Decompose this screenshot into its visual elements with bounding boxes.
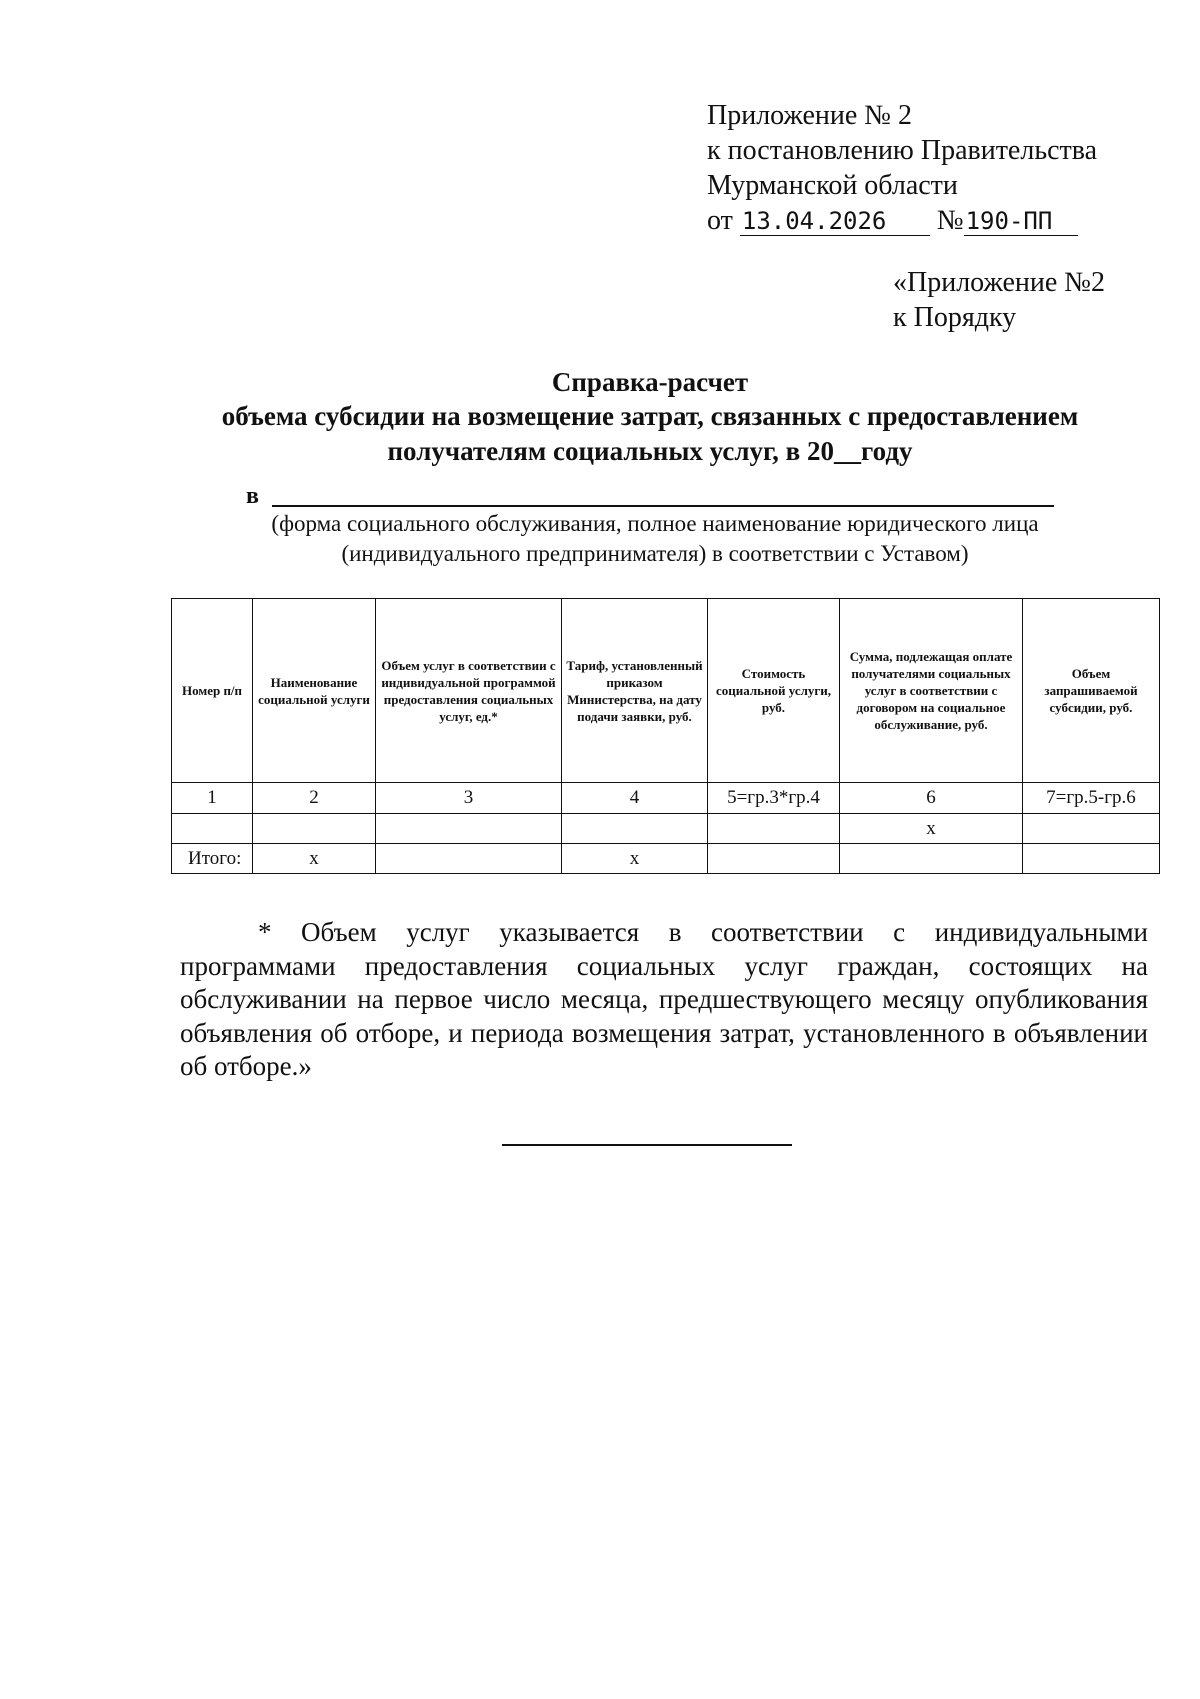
organization-hint-line2: (индивидуального предпринимателя) в соответствии с Уставом) — [341, 541, 969, 566]
end-separator-line — [502, 1144, 792, 1146]
table-cell: х — [253, 844, 376, 874]
resolution-date: 13.04.2026 — [740, 207, 930, 236]
date-prefix: от — [707, 205, 733, 236]
header-service-volume: Объем услуг в соответствии с индивидуальной программой предоставления социальных услуг, ед.* — [376, 599, 562, 783]
calculation-table — [171, 598, 1160, 874]
resolution-number: 190-ПП — [964, 207, 1078, 236]
table-cell: 7=гр.5-гр.6 — [1023, 783, 1160, 814]
organization-blank-line — [272, 505, 1054, 507]
table-row-column-numbers — [172, 783, 1160, 814]
footnote: * Объем услуг указывается в соответствии с индивидуальными программами предоставления социальных услуг граждан, состоящих на обслуживании на первое число месяца, предшествующего месяцу опубликования объявления об отборе, и периода возмещения затрат, установленного в объявлении об отборе.» — [180, 917, 1148, 1081]
header-number: Номер п/п — [172, 599, 253, 783]
document-title: Справка-расчет — [551, 367, 749, 397]
table-cell — [376, 844, 562, 874]
table-cell: х — [840, 814, 1023, 844]
table-cell: х — [562, 844, 708, 874]
header-service-cost: Стоимость социальной услуги, руб. — [708, 599, 840, 783]
table-row-total — [172, 844, 1160, 874]
table-cell: 3 — [376, 783, 562, 814]
table-cell — [1023, 844, 1160, 874]
appendix-title: Приложение № 2 — [707, 100, 912, 131]
appendix-header — [707, 98, 1097, 238]
table-cell: 5=гр.3*гр.4 — [708, 783, 840, 814]
appendix-resolution-ref: к постановлению Правительства — [707, 135, 1098, 166]
table-cell — [840, 844, 1023, 874]
table-row-blank — [172, 814, 1160, 844]
table-cell — [708, 814, 840, 844]
number-prefix: № — [936, 205, 964, 236]
table-cell: 1 — [172, 783, 253, 814]
header-service-name: Наименование социальной услуги — [253, 599, 376, 783]
appendix-region: Мурманской области — [707, 170, 958, 201]
document-subtitle-line2: получателям социальных услуг, в 20__году — [387, 436, 913, 466]
table-cell — [708, 844, 840, 874]
order-appendix-ref: к Порядку — [893, 302, 1017, 333]
header-recipient-payment: Сумма, подлежащая оплате получателями социальных услуг в соответствии с договором на социальное обслуживание, руб. — [840, 599, 1023, 783]
organization-hint-line1: (форма социального обслуживания, полное наименование юридического лица — [271, 511, 1039, 536]
table-cell — [376, 814, 562, 844]
header-subsidy-volume: Объем запрашиваемой субсидии, руб. — [1023, 599, 1160, 783]
table-cell: 4 — [562, 783, 708, 814]
table-cell: 2 — [253, 783, 376, 814]
table-header-row — [172, 599, 1160, 783]
table-cell: 6 — [840, 783, 1023, 814]
table-cell — [1023, 814, 1160, 844]
order-appendix-title: «Приложение №2 — [893, 267, 1105, 298]
document-subtitle-line1: объема субсидии на возмещение затрат, связанных с предоставлением — [221, 401, 1079, 431]
appendix-date-number — [707, 203, 1097, 238]
table-cell-total-label: Итого: — [172, 844, 253, 874]
table-cell — [172, 814, 253, 844]
order-appendix — [893, 265, 1105, 335]
header-tariff: Тариф, установленный приказом Министерства, на дату подачи заявки, руб. — [562, 599, 708, 783]
in-label: в — [246, 483, 259, 509]
table-cell — [562, 814, 708, 844]
table-cell — [253, 814, 376, 844]
